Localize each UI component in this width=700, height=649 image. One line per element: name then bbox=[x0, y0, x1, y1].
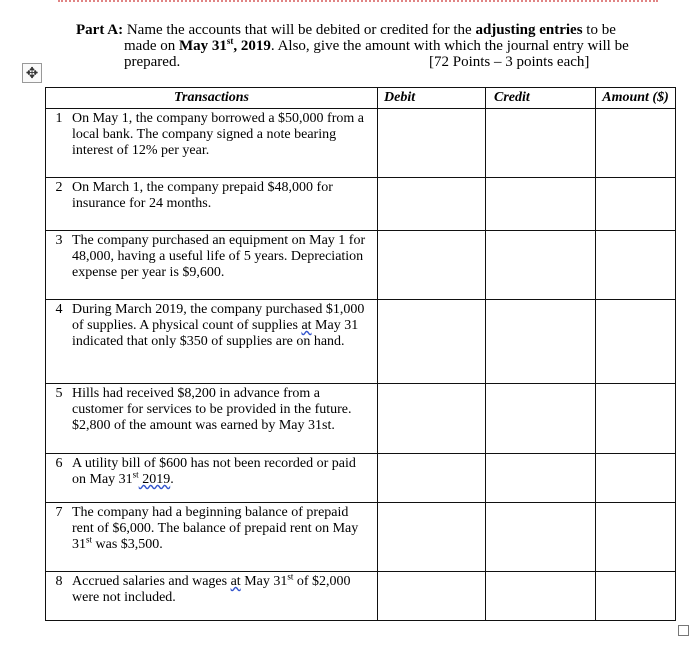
transaction-text: The company purchased an equipment on May 1 for 48,000, having a useful life of 5 years. Depreciation expense per year is $9,600. bbox=[72, 233, 366, 280]
table-resize-handle[interactable] bbox=[678, 625, 689, 636]
table-header-row bbox=[46, 88, 676, 109]
instruction-line-2 bbox=[76, 38, 656, 54]
table-row bbox=[46, 384, 676, 454]
debit-cell[interactable] bbox=[378, 178, 486, 231]
credit-cell[interactable] bbox=[486, 109, 596, 178]
debit-cell[interactable] bbox=[378, 454, 486, 503]
top-border-decoration bbox=[58, 0, 658, 8]
row-number: 2 bbox=[55, 180, 63, 195]
debit-cell[interactable] bbox=[378, 109, 486, 178]
credit-cell[interactable] bbox=[486, 454, 596, 503]
header-debit: Debit bbox=[378, 88, 486, 109]
credit-cell[interactable] bbox=[486, 384, 596, 454]
table-row bbox=[46, 300, 676, 384]
instruction-line-3: prepared. bbox=[124, 54, 181, 70]
header-amount: Amount ($) bbox=[596, 88, 676, 109]
row-number: 1 bbox=[55, 111, 63, 126]
header-credit: Credit bbox=[486, 88, 596, 109]
transaction-cell bbox=[46, 454, 378, 503]
debit-cell[interactable] bbox=[378, 231, 486, 300]
table-row bbox=[46, 454, 676, 503]
instruction-text: Name the accounts that will be debited or credited for the bbox=[123, 22, 476, 38]
points-label: [72 Points – 3 points each] bbox=[429, 54, 590, 70]
row-number: 8 bbox=[55, 574, 63, 589]
row-number: 6 bbox=[55, 456, 63, 471]
header-transactions: Transactions bbox=[46, 88, 378, 109]
transaction-cell bbox=[46, 384, 378, 454]
instruction-line-1 bbox=[76, 22, 656, 38]
instruction-text: to be bbox=[582, 22, 616, 38]
debit-cell[interactable] bbox=[378, 572, 486, 621]
table-row bbox=[46, 572, 676, 621]
transaction-cell bbox=[46, 503, 378, 572]
transaction-text: On May 1, the company borrowed a $50,000 from a local bank. The company signed a note bearing interest of 12% per year. bbox=[72, 111, 364, 158]
transaction-text: On March 1, the company prepaid $48,000 for insurance for 24 months. bbox=[72, 180, 333, 211]
table-move-handle-icon[interactable]: ✥ bbox=[22, 63, 42, 83]
transaction-cell bbox=[46, 572, 378, 621]
transaction-cell bbox=[46, 109, 378, 178]
row-number: 7 bbox=[55, 505, 63, 520]
amount-cell[interactable] bbox=[596, 503, 676, 572]
transaction-cell bbox=[46, 300, 378, 384]
amount-cell[interactable] bbox=[596, 231, 676, 300]
row-number: 5 bbox=[55, 386, 63, 401]
amount-cell[interactable] bbox=[596, 454, 676, 503]
transaction-text: During March 2019, the company purchased $1,000 of supplies. A physical count of supplies at May 31 indicated that only $350 of supplies are on hand. bbox=[72, 302, 365, 349]
table-row bbox=[46, 503, 676, 572]
transaction-text: A utility bill of $600 has not been recorded or paid on May 31st 2019. bbox=[72, 456, 356, 487]
adjusting-entries-table bbox=[45, 87, 676, 621]
instruction-bold: adjusting entries bbox=[475, 22, 583, 38]
transaction-text: The company had a beginning balance of prepaid rent of $6,000. The balance of prepaid rent on May 31st was $3,500. bbox=[72, 505, 359, 552]
credit-cell[interactable] bbox=[486, 300, 596, 384]
row-number: 3 bbox=[55, 233, 63, 248]
credit-cell[interactable] bbox=[486, 572, 596, 621]
part-label: Part A: bbox=[76, 22, 124, 38]
amount-cell[interactable] bbox=[596, 300, 676, 384]
debit-cell[interactable] bbox=[378, 384, 486, 454]
table-row bbox=[46, 231, 676, 300]
transaction-text: Accrued salaries and wages at May 31st of $2,000 were not included. bbox=[72, 571, 351, 605]
credit-cell[interactable] bbox=[486, 503, 596, 572]
instruction-text: . Also, give the amount with which the journal entry will be bbox=[270, 38, 629, 54]
debit-cell[interactable] bbox=[378, 503, 486, 572]
instruction-date: May 31st, 2019 bbox=[178, 36, 271, 54]
part-a-instructions bbox=[76, 22, 656, 70]
instruction-text: made on bbox=[124, 38, 179, 54]
row-number: 4 bbox=[55, 302, 63, 317]
transaction-cell bbox=[46, 178, 378, 231]
amount-cell[interactable] bbox=[596, 109, 676, 178]
transaction-text: Hills had received $8,200 in advance from a customer for services to be provided in the future. $2,800 of the amount was earned by May 31st. bbox=[72, 386, 352, 433]
transaction-cell bbox=[46, 231, 378, 300]
debit-cell[interactable] bbox=[378, 300, 486, 384]
table-row bbox=[46, 178, 676, 231]
table-row bbox=[46, 109, 676, 178]
amount-cell[interactable] bbox=[596, 384, 676, 454]
credit-cell[interactable] bbox=[486, 178, 596, 231]
amount-cell[interactable] bbox=[596, 178, 676, 231]
amount-cell[interactable] bbox=[596, 572, 676, 621]
credit-cell[interactable] bbox=[486, 231, 596, 300]
